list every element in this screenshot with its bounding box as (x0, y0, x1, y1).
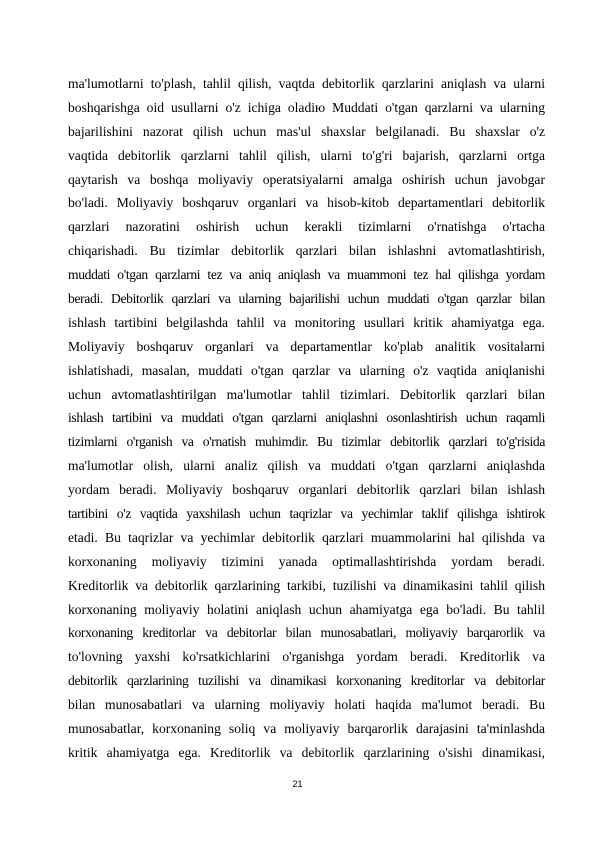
text-line: kritik ahamiyatga ega. Kreditorlik va debitorlik qarzlarining o'sishi dinamikasi, (68, 744, 545, 760)
text-line: korxonaning kreditorlar va debitorlar bilan munosabatlari, moliyaviy barqarorlik va (68, 625, 545, 641)
text-line: ma'lumotlar olish, ularni analiz qilish va muddati o'tgan qarzlarni aniqlashda (68, 458, 545, 474)
text-line: korxonaning moliyaviy holatini aniqlash uchun ahamiyatga ega bo'ladi. Bu tahlil (68, 601, 545, 617)
text-line: ishlatishadi, masalan, muddati o'tgan qarzlar va ularning o'z vaqtida aniqlanishi (68, 362, 545, 378)
text-line: etadi. Bu taqrizlar va yechimlar debitorlik qarzlari muammolarini hal qilishda va (68, 529, 545, 545)
page-number: 21 (292, 779, 303, 789)
text-line: tartibini o'z vaqtida yaxshilash uchun taqrizlar va yechimlar taklif qilishga ishtirok (68, 506, 545, 522)
text-line: qaytarish va boshqa moliyaviy operatsiyalarni amalga oshirish uchun javobgar (68, 171, 545, 187)
text-line: ishlash tartibini va muddati o'tgan qarzlarni aniqlashni osonlashtirish uchun raqamli (68, 410, 545, 426)
text-line: tizimlarni o'rganish va o'rnatish muhimdir. Bu tizimlar debitorlik qarzlari to'g'risida (68, 434, 545, 450)
text-line: beradi. Debitorlik qarzlari va ularning bajarilishi uchun muddati o'tgan qarzlar bilan (68, 291, 545, 307)
text-line: ishlash tartibini belgilashda tahlil va monitoring usullari kritik ahamiyatga ega. (68, 314, 545, 330)
text-line: bilan munosabatlari va ularning moliyaviy holati haqida ma'lumot beradi. Bu (68, 697, 545, 713)
text-line: vaqtida debitorlik qarzlarni tahlil qilish, ularni to'g'ri bajarish, qarzlarni ortga (68, 147, 545, 163)
text-line: Moliyaviy boshqaruv organlari va departamentlar ko'plab analitik vositalarni (68, 338, 545, 354)
text-line: chiqarishadi. Bu tizimlar debitorlik qarzlari bilan ishlashni avtomatlashtirish, (68, 243, 545, 259)
text-line: korxonaning moliyaviy tizimini yanada optimallashtirishda yordam beradi. (68, 553, 545, 569)
text-line: bajarilishini nazorat qilish uchun mas'ul shaxslar belgilanadi. Bu shaxslar o'z (68, 123, 545, 139)
text-line: boshqarishga oid usullarni o'z ichiga oladiю Muddati o'tgan qarzlarni va ularning (68, 99, 545, 115)
text-line: ma'lumotlarni to'plash, tahlil qilish, vaqtda debitorlik qarzlarini aniqlash va ularni (68, 76, 545, 91)
text-line: qarzlari nazoratini oshirish uchun kerakli tizimlarni o'rnatishga o'rtacha (68, 219, 545, 235)
text-line: Kreditorlik va debitorlik qarzlarining tarkibi, tuzilishi va dinamikasini tahlil qilish (68, 577, 545, 593)
text-line: muddati o'tgan qarzlarni tez va aniq aniqlash va muammoni tez hal qilishga yordam (68, 267, 545, 283)
text-line: yordam beradi. Moliyaviy boshqaruv organlari debitorlik qarzlari bilan ishlash (68, 482, 545, 498)
body-text (68, 72, 545, 765)
text-line: debitorlik qarzlarining tuzilishi va dinamikasi korxonaning kreditorlar va debitorlar (68, 673, 545, 689)
text-line: bo'ladi. Moliyaviy boshqaruv organlari va hisob-kitob departamentlari debitorlik (68, 195, 545, 211)
text-line: munosabatlar, korxonaning soliq va moliyaviy barqarorlik darajasini ta'minlashda (68, 721, 545, 737)
text-line: uchun avtomatlashtirilgan ma'lumotlar tahlil tizimlari. Debitorlik qarzlari bilan (68, 386, 545, 402)
text-line: to'lovning yaxshi ko'rsatkichlarini o'rganishga yordam beradi. Kreditorlik va (68, 649, 545, 665)
